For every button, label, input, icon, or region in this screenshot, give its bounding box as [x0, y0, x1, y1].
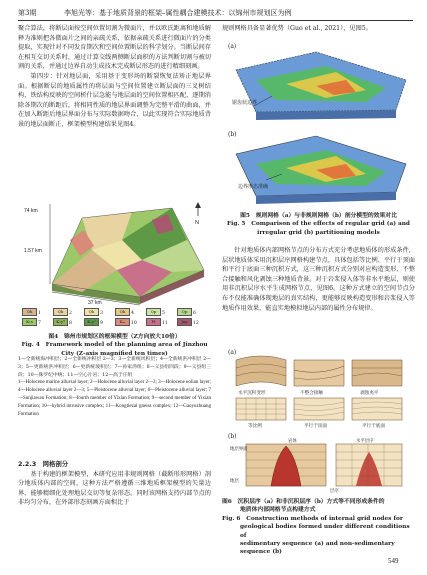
north-arrow-label: N: [195, 220, 199, 226]
fig4-legend-text: [18, 356, 211, 418]
fig5-grid-comparison: [226, 40, 412, 210]
legend-swatch: [22, 308, 52, 317]
fig6-caption-en2: geological bodies formed under different conditions of: [240, 524, 410, 539]
header-rule: [18, 20, 413, 21]
legend-swatch: [53, 308, 83, 317]
paragraph: 规则网格具备显著优势（Guo et al., 2021），见图5。: [222, 25, 372, 32]
fig5-annotation-b: 边界形态准确: [238, 184, 269, 190]
block-unconformity: [294, 360, 344, 386]
block-horizontal-deformation: [236, 356, 286, 386]
fig4-caption-en: Fig. 4 Framework model of the planning area of Jinzhou City (Z-axis magnified ten times): [21, 342, 208, 357]
legend-color: Pt: [146, 318, 161, 326]
legend-color: Qh: [84, 308, 99, 316]
intrusion-block: [246, 444, 326, 486]
fig4-legend: [22, 308, 212, 329]
legend-number: 7: [38, 320, 41, 326]
fig4-legend-en: 1—Holocene marine alluvial layer; 2—Holocene alluvial layer 2—3; 3—Holocene eolian layer; 4—Holocene alluvial layer 2—3; 5—Pleistocene alluvial layer; 6—Pleistocene alluvial layer; 7—Sunjiawan Formation; 8—fourth member of Yixian Formation; 9—second member of Yixian Formation; 10—hybrid intrusive complex; 11—Kongtiezai gneiss complex; 12—Gaoyuzhuang Formation: [18, 380, 211, 417]
label-proportional: 等比例: [248, 424, 262, 429]
fig5-caption-en2: irregular grid (b) partitioning models: [257, 229, 380, 236]
label-parallel-bottom: 平行于底面: [362, 424, 385, 429]
block-erosion: [352, 360, 402, 386]
fig6-caption: [222, 498, 415, 557]
paragraph: 针对地质体内部网格节点的分布方式充分考虑地质体的形成条件，层状地质体采用沉积层序网格构建节点，具体包括等比例、平行于顶面和平行于底面三种沉积方式，这三种沉积方式分别对应构造变形、不整合接触和风化剥蚀三种地质背景。对于岩浆侵入体等非水平地层，则使用非沉积层序水平生成网格节点，见图6。这种方式建立的空间节点分布不仅能准确体现地层的真实结构，更能够反映构造变形和岩浆侵入等地质作用效果，能直实地模拟地层内部的属性分布规律。: [222, 247, 415, 312]
left-body-top: [18, 24, 211, 130]
fig4-caption: [18, 333, 211, 358]
legend-number: 9: [100, 320, 103, 326]
grid-proportional: [236, 398, 286, 420]
fig5-caption-cn: 图5 规则网格（a）与非规则网格（b）剖分模型的效果对比: [240, 213, 397, 219]
paragraph: 第四步：针对地层面，采用基于变形场的断裂恢复法矫正地层界面。根据断层的地质属性的将层面与空间位置建立断层面的三叉树结构，铁结构反映的空间析什层急能与地层面的空间位置相匹配，逐期消除各期次的断距后，将相同性质的地层界面调整为完整平滑的曲面，并在加入断距后地层界面分布与实际数据吻合，以此实现符合实际地质背景的地层面断正，框架模型构建结果见图4。: [18, 72, 211, 128]
label-stratum: 地层: [230, 479, 239, 484]
paragraph: 基于构建的框架模型，本研究应用非规则网格（截断形形网格）剖分地质体内部的空间，这种方法严格遵循三维地质框架模型的矢量边界，能够精细化处理地层交切等复杂形态。同时该网格支持内部节点的非均匀分布，在外部形态刻画方面相比于: [18, 470, 211, 507]
fig4-caption-cn: 图4 锦州市规划区的框架模型（Z方向放大10倍）: [48, 334, 181, 340]
axis-x-label: 37 km: [88, 300, 102, 306]
fig6-caption-cn2: 地质体内部网格节点构建方式: [240, 507, 316, 514]
legend-color: Jxg: [177, 318, 192, 326]
grid-parallel-top: [294, 398, 344, 420]
legend-color: Qp: [146, 308, 161, 316]
legend-number: 10: [131, 320, 137, 326]
legend-color: Qh: [53, 308, 68, 316]
legend-number: 11: [162, 320, 168, 326]
legend-color: Qp: [177, 308, 192, 316]
legend-swatch: [177, 308, 207, 317]
fig6-grid-nodes: [226, 346, 412, 494]
legend-swatch: [115, 308, 145, 317]
label-strata-boundary: 地层界面: [230, 447, 248, 452]
legend-swatch: [84, 318, 114, 327]
right-body-top: [222, 24, 415, 34]
fig4-framework-model: [22, 200, 212, 306]
legend-color: K₁y²: [84, 318, 99, 326]
section-2-2-3: [18, 460, 211, 508]
label-horizontal-sequence: 水平层序: [356, 439, 374, 444]
running-header: [18, 6, 413, 20]
legend-swatch: [84, 308, 114, 317]
page-number: 549: [388, 557, 399, 565]
label-rock-body: 岩体: [288, 439, 297, 444]
issue-number: 第3期: [18, 9, 37, 17]
legend-color: K₁y⁴: [53, 318, 68, 326]
legend-number: 12: [193, 320, 199, 326]
fig5-label-a: (a): [228, 43, 237, 50]
right-body-mid: [222, 246, 415, 313]
fig5-annotation-a: 锯齿状边界: [232, 100, 258, 106]
label-parallel-top: 平行于顶面: [304, 424, 327, 429]
legend-number: 5: [162, 310, 165, 316]
legend-number: 1: [38, 310, 41, 316]
header-title: 李旭光等：基于地质背景的框架–属性耦合建模技术：以锦州市规划区为例: [64, 9, 292, 17]
legend-swatch: [115, 318, 145, 327]
legend-number: 3: [100, 310, 103, 316]
fig6-label-b: (b): [228, 433, 237, 440]
fig5-caption-en1: Fig. 5 Comparison of the effects of regular grid (a) and: [227, 221, 410, 228]
legend-color: Kₘ: [115, 318, 130, 326]
legend-color: Qh: [115, 308, 130, 316]
label-sequence: 层序: [330, 489, 339, 494]
grid-parallel-bottom: [352, 398, 402, 420]
paragraph: 聚合算法，将断层面按空间位置切割为微面片，并以欧氏距离和地质解释为准则把各微面片之间的亲疏关系，依据亲疏关系进行微面片的分类提取，实现针对不同发育期次和空间位置断层的科学划分。当断层间存在相互交切关系时，通过计算交线两侧断层面积的方法判断切割与被切割的关系，并通过边界自动生成技术完成断层形态的进行精细刻画。: [18, 25, 211, 71]
label-erosion: 剥蚀夷平: [360, 391, 379, 396]
legend-swatch: [53, 318, 83, 327]
fig6-caption-en1: Fig. 6 Construction methods of internal grid nodes for: [222, 515, 403, 522]
legend-number: 8: [69, 320, 72, 326]
legend-swatch: [22, 318, 52, 327]
legend-number: 6: [193, 310, 196, 316]
legend-swatch: [146, 308, 176, 317]
axis-y-label: 74 km: [24, 208, 38, 214]
fig6-label-a: (a): [228, 349, 237, 356]
horizontal-grid-block: [336, 444, 402, 486]
legend-swatch: [177, 318, 207, 327]
legend-color: Qh: [22, 308, 37, 316]
label-horizontal: 水平沉积变形: [238, 391, 266, 396]
legend-number: 4: [131, 310, 134, 316]
fig5-caption: [222, 212, 415, 237]
legend-swatch: [146, 318, 176, 327]
fig4-legend-cn: 1—全新统海冲积层；2—全新统冲积层 2—3；3—全新统风积层；4—全新统洪冲积层 2—3；5—更新统洪冲积层；6—更新统坡积层；7—孙家湾组；8—义县组四段；9—义县组三段；10—侏罗纪中统；11—空心片岩；12—高于庄组: [18, 357, 211, 378]
legend-color: K₁s: [22, 318, 37, 326]
label-unconformity: 不整合接触: [300, 391, 323, 396]
fig5-label-b: (b): [228, 131, 237, 138]
legend-number: 2: [69, 310, 72, 316]
fig6-caption-en3: sedimentary sequence (a) and non-sedimentary sequence (b): [240, 541, 395, 556]
section-title: 2.2.3 网格剖分: [18, 460, 69, 468]
axis-z-label: 1.57 km: [24, 248, 42, 254]
fig6-caption-cn1: 图6 沉积层序（a）和非沉积层序（b）方式等不同形成条件的: [222, 499, 385, 505]
